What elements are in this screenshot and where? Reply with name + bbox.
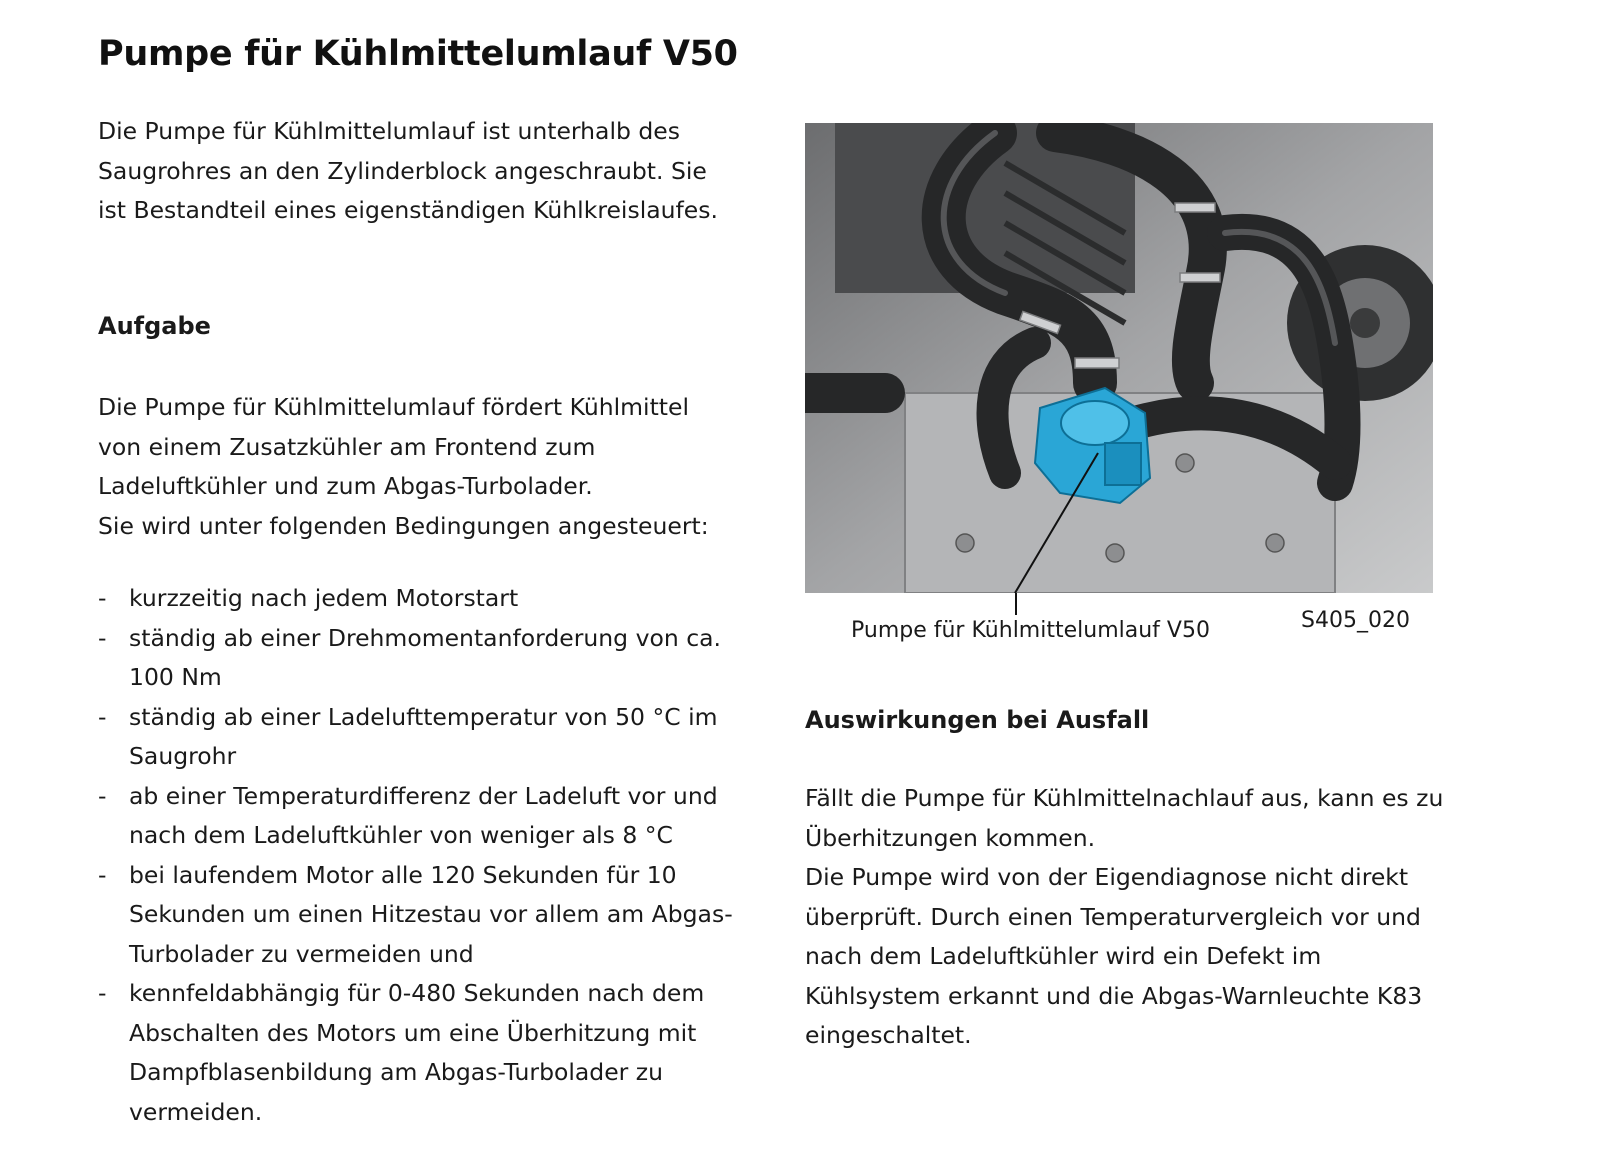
left-column <box>98 112 738 1126</box>
ausfall-paragraph-2: Die Pumpe wird von der Eigendiagnose nicht direkt überprüft. Durch einen Temperaturvergleich vor und nach dem Ladeluftkühler wird ein Defekt im Kühlsystem erkannt und die Abgas-Warnleuchte K83 eingeschaltet. <box>805 863 1423 1049</box>
list-dash: - <box>98 979 107 1007</box>
list-item <box>98 619 738 698</box>
list-item <box>98 579 738 619</box>
ausfall-heading: Auswirkungen bei Ausfall <box>805 706 1150 734</box>
list-item <box>98 698 738 777</box>
aufgabe-paragraph-1: Die Pumpe für Kühlmittelumlauf fördert Kühlmittel von einem Zusatzkühler am Frontend zum Ladeluftkühler und zum Abgas-Turbolader. <box>98 393 689 500</box>
conditions-list <box>98 579 738 1132</box>
ausfall-text <box>805 779 1445 1056</box>
list-item <box>98 974 738 1132</box>
list-dash: - <box>98 584 107 612</box>
pulley-center <box>1350 308 1380 338</box>
list-item <box>98 777 738 856</box>
engine-illustration <box>805 123 1433 593</box>
condition-text: kurzzeitig nach jedem Motorstart <box>129 584 519 612</box>
list-dash: - <box>98 781 107 810</box>
figure-id: S405_020 <box>1301 608 1410 633</box>
aufgabe-heading: Aufgabe <box>98 312 211 340</box>
list-dash: - <box>98 702 107 731</box>
engine-drawing <box>805 123 1433 593</box>
condition-text: bei laufendem Motor alle 120 Sekunden für 10 Sekunden um einen Hitzestau vor allem am Abgas-Turbolader zu vermeiden und <box>129 860 733 968</box>
list-dash: - <box>98 860 107 889</box>
condition-text: ständig ab einer Ladelufttemperatur von 50 °C im Saugrohr <box>129 702 718 770</box>
list-item <box>98 856 738 975</box>
ausfall-paragraph-1: Fällt die Pumpe für Kühlmittelnachlauf aus, kann es zu Überhitzungen kommen. <box>805 784 1444 852</box>
aufgabe-text <box>98 388 738 546</box>
aufgabe-paragraph-2: Sie wird unter folgenden Bedingungen angesteuert: <box>98 511 709 540</box>
page-title: Pumpe für Kühlmittelumlauf V50 <box>98 34 738 74</box>
condition-text: ab einer Temperaturdifferenz der Ladeluft vor und nach dem Ladeluftkühler von weniger als 8 °C <box>129 781 718 849</box>
condition-text: ständig ab einer Drehmomentanforderung von ca. 100 Nm <box>129 623 722 691</box>
condition-text: kennfeldabhängig für 0-480 Sekunden nach dem Abschalten des Motors um eine Überhitzung mit Dampfblasenbildung am Abgas-Turbolader zu vermeiden. <box>129 979 705 1126</box>
leader-line-extension <box>1015 593 1017 615</box>
figure-caption: Pumpe für Kühlmittelumlauf V50 <box>851 618 1210 643</box>
intro-paragraph: Die Pumpe für Kühlmittelumlauf ist unterhalb des Saugrohres an den Zylinderblock angeschraubt. Sie ist Bestandteil eines eigenständigen Kühlkreislaufes. <box>98 117 718 224</box>
list-dash: - <box>98 623 107 652</box>
